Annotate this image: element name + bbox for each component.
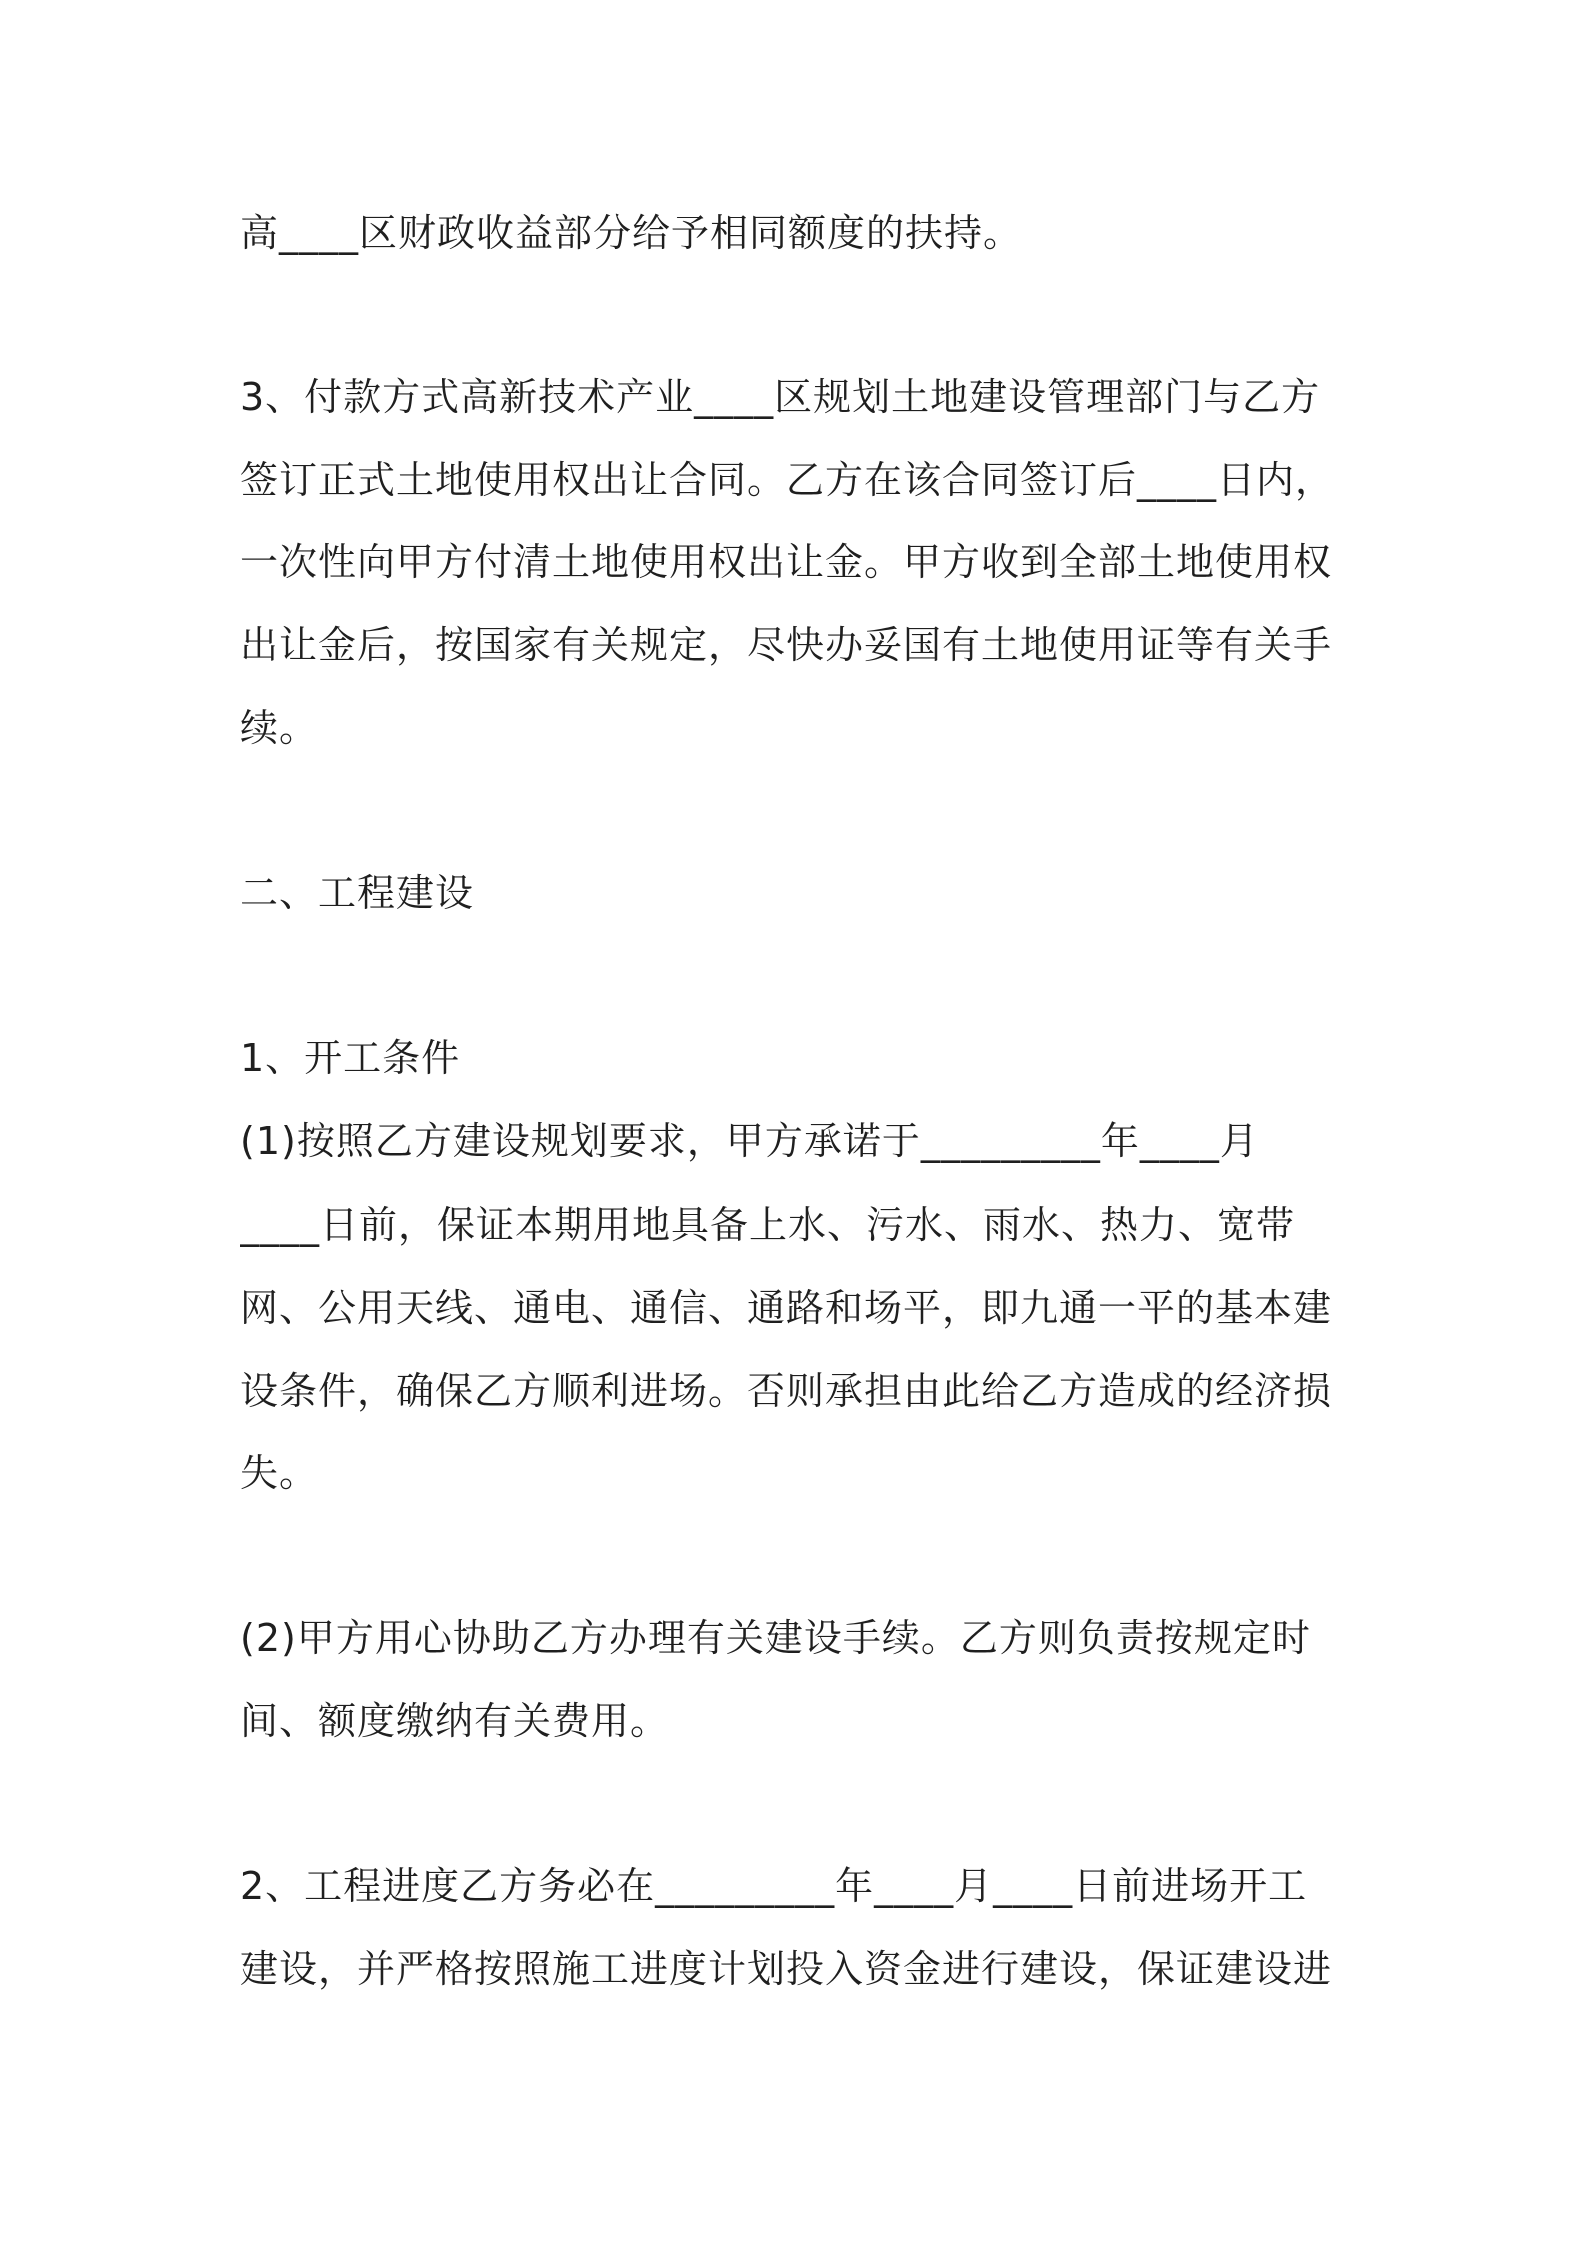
text-line: 设条件，确保乙方顺利进场。否则承担由此给乙方造成的经济损 [240,1369,1333,1413]
subsection-heading: 1、开工条件 [240,1036,461,1080]
text-line: ____日前，保证本期用地具备上水、污水、雨水、热力、宽带 [240,1203,1296,1247]
text-line: (1)按照乙方建设规划要求，甲方承诺于_________年____月 [240,1119,1259,1163]
text-line: 续。 [240,706,319,750]
section-heading: 二、工程建设 [240,871,475,915]
text-line: 间、额度缴纳有关费用。 [240,1699,670,1743]
text-line: 签订正式土地使用权出让合同。乙方在该合同签订后____日内， [240,458,1335,502]
text-line: 高____区财政收益部分给予相同额度的扶持。 [240,211,1023,255]
text-line: 2、工程进度乙方务必在_________年____月____日前进场开工 [240,1864,1308,1908]
text-line: 建设，并严格按照施工进度计划投入资金进行建设，保证建设进 [240,1947,1333,1991]
text-line: 出让金后，按国家有关规定，尽快办妥国有土地使用证等有关手 [240,623,1333,667]
text-line: 网、公用天线、通电、通信、通路和场平，即九通一平的基本建 [240,1286,1333,1330]
text-line: 失。 [240,1451,319,1495]
text-line: 3、付款方式高新技术产业____区规划土地建设管理部门与乙方 [240,375,1321,419]
text-line: 一次性向甲方付清土地使用权出让金。甲方收到全部土地使用权 [240,540,1333,584]
text-line: (2)甲方用心协助乙方办理有关建设手续。乙方则负责按规定时 [240,1616,1311,1660]
